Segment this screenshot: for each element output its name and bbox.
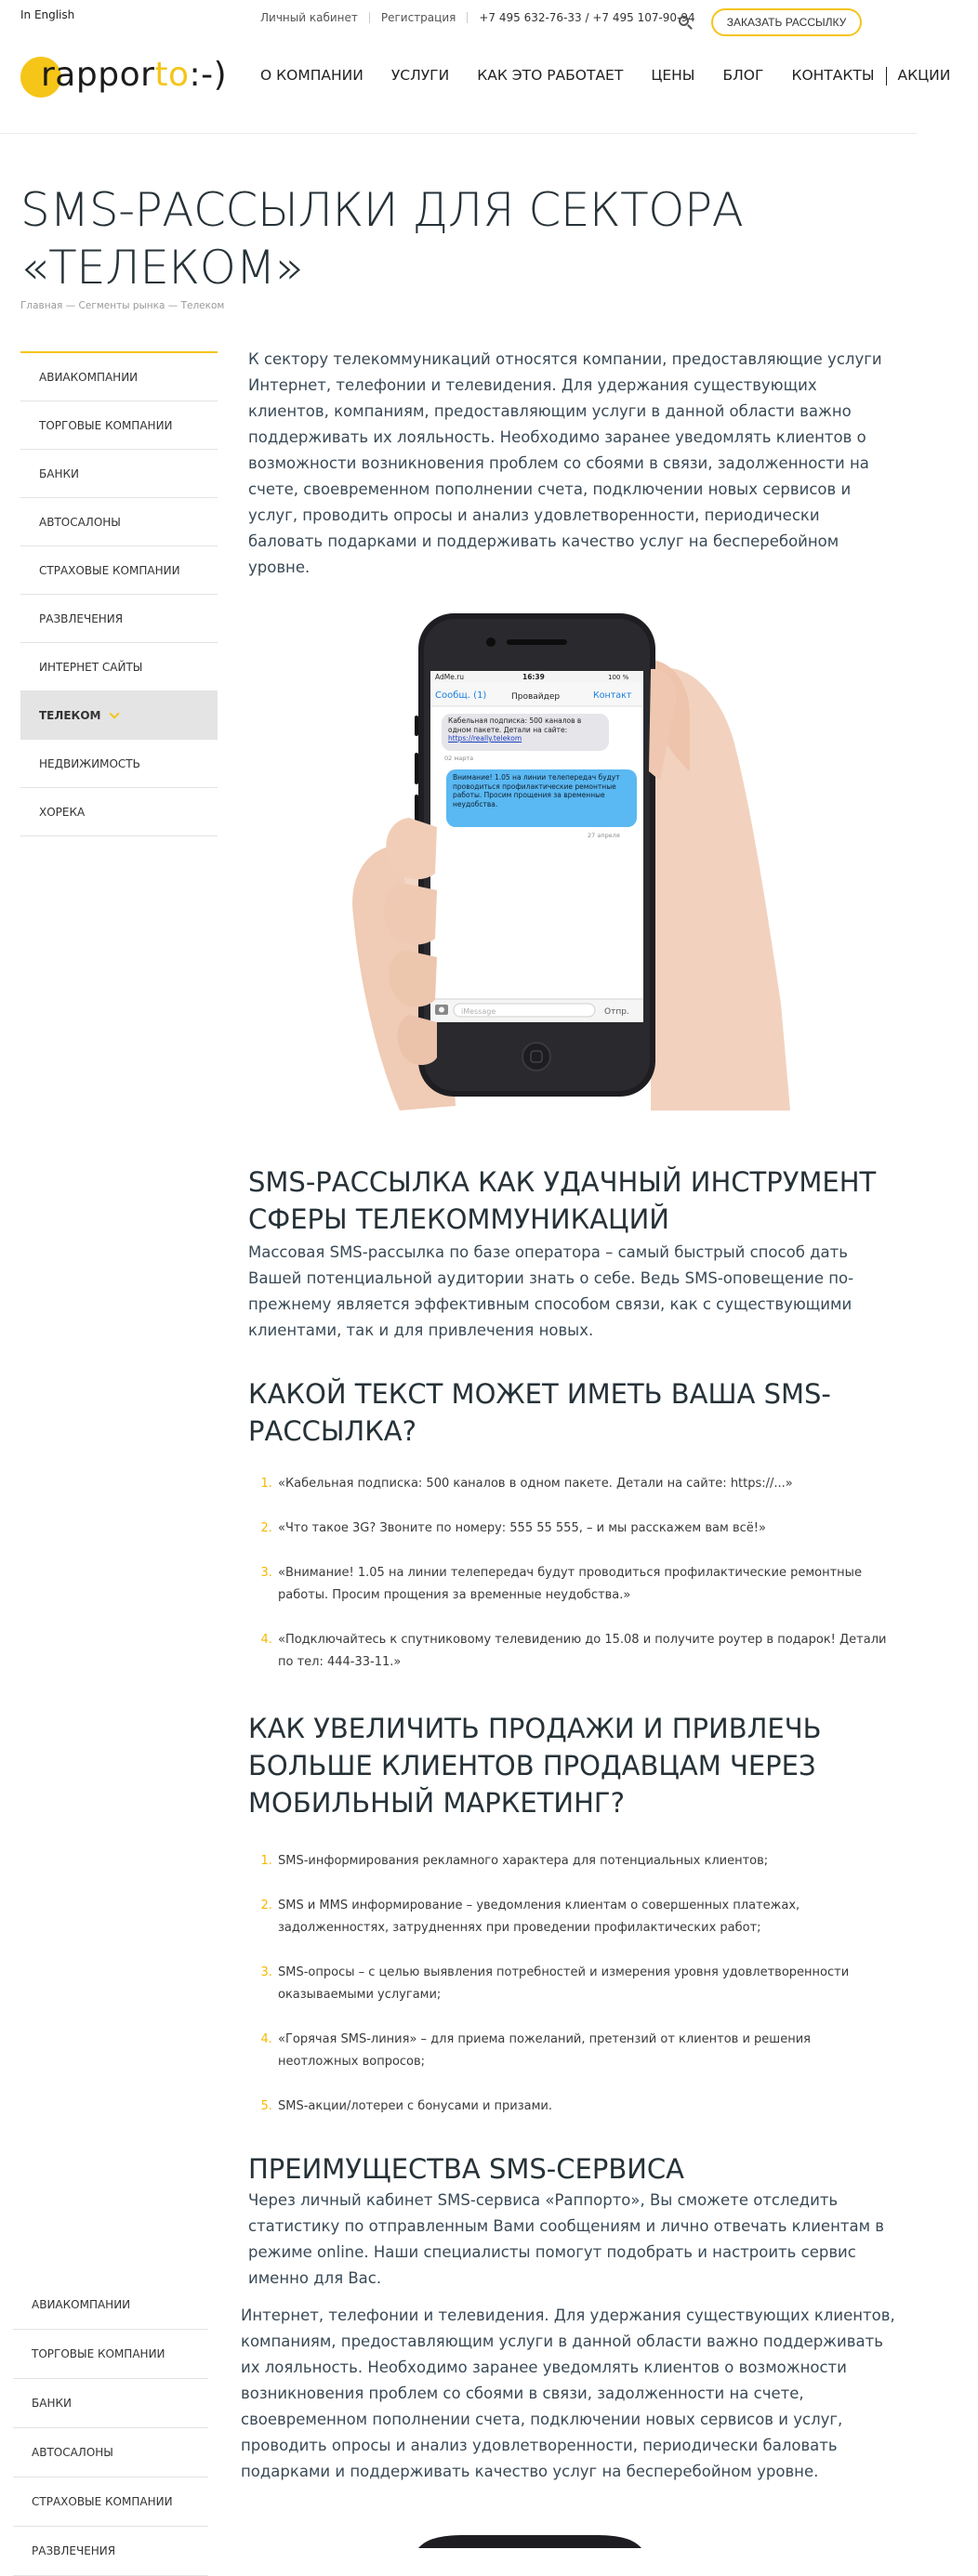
order-mailing-button[interactable]: ЗАКАЗАТЬ РАССЫЛКУ [711, 8, 862, 36]
registration-link[interactable]: Регистрация [380, 11, 456, 24]
list-item: 2. SMS и MMS информирование – уведомления клиентам о совершенных платежах, задолженностях, затрудненнях при проведении профилактических работ; [276, 1895, 894, 1939]
section-heading-increase-sales: КАК УВЕЛИЧИТЬ ПРОДАЖИ И ПРИВЛЕЧЬ БОЛЬШЕ КЛИЕНТОВ ПРОДАВЦАМ ЧЕРЕЗ МОБИЛЬНЫЙ МАРКЕТИНГ? [248, 1713, 822, 1819]
sidebar-item-horeca[interactable]: ХОРЕКА [20, 788, 218, 836]
duplicate-intro-paragraph-wrap [241, 2303, 901, 2485]
language-switch-link[interactable]: In English [20, 8, 75, 21]
top-links-bar [260, 11, 695, 24]
sms-examples-list [248, 1473, 894, 1674]
marketing-methods-list [248, 1850, 894, 2118]
section-paragraph-advantages: Через личный кабинет SMS-сервиса «Раппорто», Вы сможете отследить статистику по отправленным Вами сообщениям и лично отвечать клиентам в режиме online. Наши специалисты помогут подобрать и настроить сервис именно для Вас. [248, 2191, 884, 2287]
list-item: 4. «Подключайтесь к спутниковому телевидению до 15.08 и получите роутер в подарок! Детали по тел: 444-33-11.» [276, 1629, 894, 1674]
phone-date-1: 02 марта [444, 755, 474, 762]
phone-back-label: Сообщ. (1) [435, 690, 487, 701]
section-heading-text-examples: КАКОЙ ТЕКСТ МОЖЕТ ИМЕТЬ ВАША SMS-РАССЫЛКА? [248, 1378, 831, 1447]
sidebar-duplicate [13, 2280, 208, 2576]
list-item: 3. «Внимание! 1.05 на линии телепередач будут проводиться профилактические ремонтные работы. Просим прощения за временные неудобства.» [276, 1562, 894, 1607]
sidebar-item-car-dealers[interactable]: АВТОСАЛОНЫ [20, 498, 218, 546]
sidebar-item-insurance[interactable]: СТРАХОВЫЕ КОМПАНИИ [20, 546, 218, 595]
sidebar-item-banks[interactable]: БАНКИ [13, 2379, 208, 2428]
sidebar-item-entertainment[interactable]: РАЗВЛЕЧЕНИЯ [20, 595, 218, 643]
divider [467, 12, 468, 23]
phone-contact-label: Контакт [593, 690, 632, 701]
nav-item-services[interactable]: УСЛУГИ [390, 67, 450, 84]
sidebar-item-telecom[interactable]: ТЕЛЕКОМ [20, 691, 218, 740]
duplicate-intro-paragraph: Интернет, телефонии и телевидения. Для удержания существующих клиентов, компаниям, предоставляющим услуги в данной области важно поддерживать их лояльность. Необходимо заранее уведомлять клиентов о возможности возникновения проблем со сбоями в связи, задолженности на счете, своевременном пополнении счета, подключении новых сервисов и услуг, проводить опросы и анализ удовлетворенности, периодически баловать подарками и поддерживать качество услуг на бесперебойном уровне. [241, 2307, 895, 2480]
logo-text: rapporto:-) [41, 56, 228, 94]
sidebar-item-websites[interactable]: ИНТЕРНЕТ САЙТЫ [20, 643, 218, 691]
divider [369, 12, 370, 23]
phone-top-edge [409, 2533, 651, 2548]
section-heading-tool: SMS-РАССЫЛКА КАК УДАЧНЫЙ ИНСТРУМЕНТ СФЕРЫ ТЕЛЕКОММУНИКАЦИЙ [248, 1166, 877, 1235]
intro-paragraph: К сектору телекоммуникаций относятся компании, предоставляющие услуги Интернет, телефонии и телевидения. Для удержания существующих клиентов, компаниям, предоставляющим услуги в данной области важно поддерживать их лояльность. Необходимо заранее уведомлять клиентов о возможности возникновения проблем со сбоями в связи, задолженности на счете, своевременном пополнении счета, подключении новых сервисов и услуг, проводить опросы и анализ удовлетворенности, периодически баловать подарками и поддерживать качество услуг на бесперебойном уровне. [248, 350, 882, 576]
list-item: 4. «Горячая SMS-линия» – для приема пожеланий, претензий от клиентов и решения неотложных вопросов; [276, 2029, 894, 2073]
personal-cabinet-link[interactable]: Личный кабинет [260, 11, 358, 24]
sidebar-item-entertainment[interactable]: РАЗВЛЕЧЕНИЯ [13, 2527, 208, 2576]
phone-date-2: 27 апреля [588, 832, 620, 839]
sidebar-item-trading[interactable]: ТОРГОВЫЕ КОМПАНИИ [20, 401, 218, 450]
sidebar [20, 351, 218, 836]
phone-message-1: Кабельная подписка: 500 каналов в одном пакете. Детали на сайте: [448, 716, 582, 734]
phone-send-label: Отпр. [604, 1007, 629, 1017]
breadcrumb[interactable]: Главная — Сегменты рынка — Телеком [20, 300, 225, 311]
sidebar-item-banks[interactable]: БАНКИ [20, 450, 218, 498]
nav-item-contacts[interactable]: КОНТАКТЫ [791, 67, 875, 84]
sidebar-item-car-dealers[interactable]: АВТОСАЛОНЫ [13, 2428, 208, 2477]
nav-item-promotions[interactable]: АКЦИИ [897, 67, 951, 84]
phone-message-2: Внимание! 1.05 на линии телепередач будут проводиться профилактические ремонтные работы. Просим прощения за временные неудобства. [453, 773, 620, 808]
sidebar-item-trading[interactable]: ТОРГОВЫЕ КОМПАНИИ [13, 2330, 208, 2379]
sidebar-item-real-estate[interactable]: НЕДВИЖИМОСТЬ [20, 740, 218, 788]
list-item: 3. SMS-опросы – с целью выявления потребностей и измерения уровня удовлетворенности оказываемыми услугами; [276, 1962, 894, 2006]
header-divider [0, 133, 917, 134]
nav-divider [886, 67, 887, 85]
nav-item-blog[interactable]: БЛОГ [722, 67, 764, 84]
phone-provider-label: Провайдер [511, 692, 561, 702]
phone-status-battery: 100 % [608, 674, 629, 681]
phone-input-placeholder: iMessage [461, 1007, 496, 1016]
nav-item-prices[interactable]: ЦЕНЫ [651, 67, 695, 84]
sidebar-item-airlines[interactable]: АВИАКОМПАНИИ [20, 353, 218, 401]
phone-message-1-link: https://really.telekom [448, 734, 522, 743]
sidebar-item-insurance[interactable]: СТРАХОВЫЕ КОМПАНИИ [13, 2477, 208, 2527]
main-nav [260, 67, 978, 85]
phone-in-hand-illustration [344, 604, 800, 1115]
section-heading-advantages: ПРЕИМУЩЕСТВА SMS-СЕРВИСА [248, 2153, 684, 2185]
list-item: 1. «Кабельная подписка: 500 каналов в одном пакете. Детали на сайте: https://...» [276, 1473, 894, 1495]
nav-item-how-it-works[interactable]: КАК ЭТО РАБОТАЕТ [477, 67, 624, 84]
section-paragraph-tool: Массовая SMS-рассылка по базе оператора – самый быстрый способ дать Вашей потенциальной аудитории знать о себе. Ведь SMS-оповещение по-прежнему является эффективным способом связи, как с существующими клиентами, так и для привлечения новых. [248, 1243, 854, 1339]
phone-status-time: 16:39 [522, 673, 545, 681]
search-icon[interactable] [679, 16, 689, 26]
nav-item-about[interactable]: О КОМПАНИИ [260, 67, 363, 84]
page-title: SMS-РАССЫЛКИ ДЛЯ СЕКТОРА «ТЕЛЕКОМ» [20, 183, 744, 295]
list-item: 5. SMS-акции/лотереи с бонусами и призами. [276, 2096, 894, 2118]
list-item: 1. SMS-информирования рекламного характера для потенциальных клиентов; [276, 1850, 894, 1873]
sidebar-item-airlines[interactable]: АВИАКОМПАНИИ [13, 2280, 208, 2330]
logo[interactable] [20, 54, 234, 100]
phone-numbers[interactable]: +7 495 632-76-33 / +7 495 107-90-94 [479, 11, 695, 24]
phone-status-carrier: AdMe.ru [435, 673, 465, 681]
list-item: 2. «Что такое 3G? Звоните по номеру: 555 55 555, – и мы расскажем вам всё!» [276, 1518, 894, 1540]
chevron-down-icon [109, 708, 119, 718]
